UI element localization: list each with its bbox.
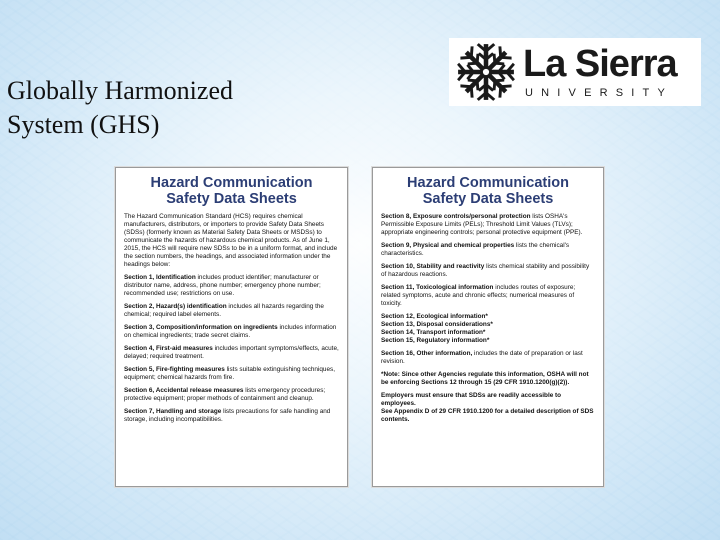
- section-heading: Section 4, First-aid measures: [124, 345, 213, 352]
- section-text: includes the date of preparation or last revision.: [381, 350, 583, 365]
- logo-wordmark: [523, 45, 677, 99]
- section-text: includes important symptoms/effects, acute, delayed; required treatment.: [124, 345, 339, 360]
- sds-panel-left: [115, 167, 348, 487]
- section-heading: Section 3, Composition/information on ingredients: [124, 324, 278, 331]
- appendix-text: See Appendix D of 29 CFR 1910.1200 for a detailed description of SDS contents.: [381, 408, 594, 423]
- section-10-item: [381, 263, 595, 279]
- section-text: lists OSHA's Permissible Exposure Limits (PELs); Threshold Limit Values (TLVs); appropriate engineering controls; personal protective equipment (PPE).: [381, 213, 583, 236]
- section-12-heading: Section 12, Ecological information*: [381, 313, 488, 320]
- panel-title: [381, 175, 595, 207]
- slide-title-line-1: Globally Harmonized: [7, 76, 233, 105]
- panel-title-line-2: Safety Data Sheets: [422, 191, 554, 207]
- section-4-item: [124, 345, 339, 361]
- section-11-item: [381, 284, 595, 308]
- osha-note: [381, 371, 595, 387]
- section-13-heading: Section 13, Disposal considerations*: [381, 321, 493, 328]
- section-heading: Section 9, Physical and chemical properties: [381, 242, 515, 249]
- section-heading: Section 5, Fire-fighting measures: [124, 366, 225, 373]
- section-7-item: [124, 408, 339, 424]
- section-14-heading: Section 14, Transport information*: [381, 329, 486, 336]
- slide-title: [7, 74, 337, 142]
- section-2-item: [124, 303, 339, 319]
- logo-name: La Sierra: [523, 43, 677, 85]
- section-text: lists precautions for safe handling and storage, including incompatibilities.: [124, 408, 331, 423]
- section-heading: Section 2, Hazard(s) identification: [124, 303, 227, 310]
- section-heading: Section 8, Exposure controls/personal protection: [381, 213, 531, 220]
- slide-title-line-2: System (GHS): [7, 110, 160, 139]
- employer-requirements: [381, 392, 595, 424]
- section-heading: Section 10, Stability and reactivity: [381, 263, 485, 270]
- la-sierra-logo: [449, 38, 701, 106]
- panel-title-line-1: Hazard Communication: [407, 175, 569, 191]
- section-5-item: [124, 366, 339, 382]
- section-15-heading: Section 15, Regulatory information*: [381, 337, 490, 344]
- section-text: includes routes of exposure; related symptoms, acute and chronic effects; numerical measures of toxicity.: [381, 284, 576, 307]
- section-heading: Section 6, Accidental release measures: [124, 387, 244, 394]
- logo-subtitle: UNIVERSITY: [525, 87, 674, 99]
- section-1-item: [124, 274, 339, 298]
- section-heading: Section 16, Other information,: [381, 350, 473, 357]
- section-heading: Section 1, Identification: [124, 274, 196, 281]
- section-text: includes all hazards regarding the chemical; required label elements.: [124, 303, 324, 318]
- section-heading: Section 11, Toxicological information: [381, 284, 494, 291]
- section-8-item: [381, 213, 595, 237]
- hcs-intro-text: The Hazard Communication Standard (HCS) requires chemical manufacturers, distributors, or importers to provide Safety Data Sheets (SDSs) (formerly known as Material Safety Data Sheets or MSDSs) to communicate the hazards of hazardous chemical products. As of June 1, 2015, the HCS will require new SDSs to be in a uniform format, and include the section numbers, the headings, and associated information under the headings below:: [124, 213, 338, 268]
- sds-panel-right: [372, 167, 604, 487]
- panel-title: [124, 175, 339, 207]
- panel-title-line-2: Safety Data Sheets: [166, 191, 297, 207]
- section-text: lists chemical stability and possibility of hazardous reactions.: [381, 263, 590, 278]
- section-text: lists suitable extinguishing techniques, equipment; chemical hazards from fire.: [124, 366, 335, 381]
- snowflake-emblem-icon: [455, 41, 517, 103]
- section-6-item: [124, 387, 339, 403]
- sections-12-15-list: [381, 313, 595, 345]
- section-9-item: [381, 242, 595, 258]
- section-16-item: [381, 350, 595, 366]
- section-text: lists the chemical's characteristics.: [381, 242, 570, 257]
- section-text: lists emergency procedures; protective equipment; proper methods of containment and cleanup.: [124, 387, 326, 402]
- panel-title-line-1: Hazard Communication: [150, 175, 313, 191]
- section-text: includes information on chemical ingredients; trade secret claims.: [124, 324, 337, 339]
- employers-text: Employers must ensure that SDSs are readily accessible to employees.: [381, 392, 562, 407]
- section-3-item: [124, 324, 339, 340]
- section-heading: Section 7, Handling and storage: [124, 408, 222, 415]
- section-text: includes product identifier; manufacturer or distributor name, address, phone number; emergency phone number; recommended use; restrictions on use.: [124, 274, 321, 297]
- osha-note-text: *Note: Since other Agencies regulate this information, OSHA will not be enforcing Sections 12 through 15 (29 CFR 1910.1200(g)(2)).: [381, 371, 589, 386]
